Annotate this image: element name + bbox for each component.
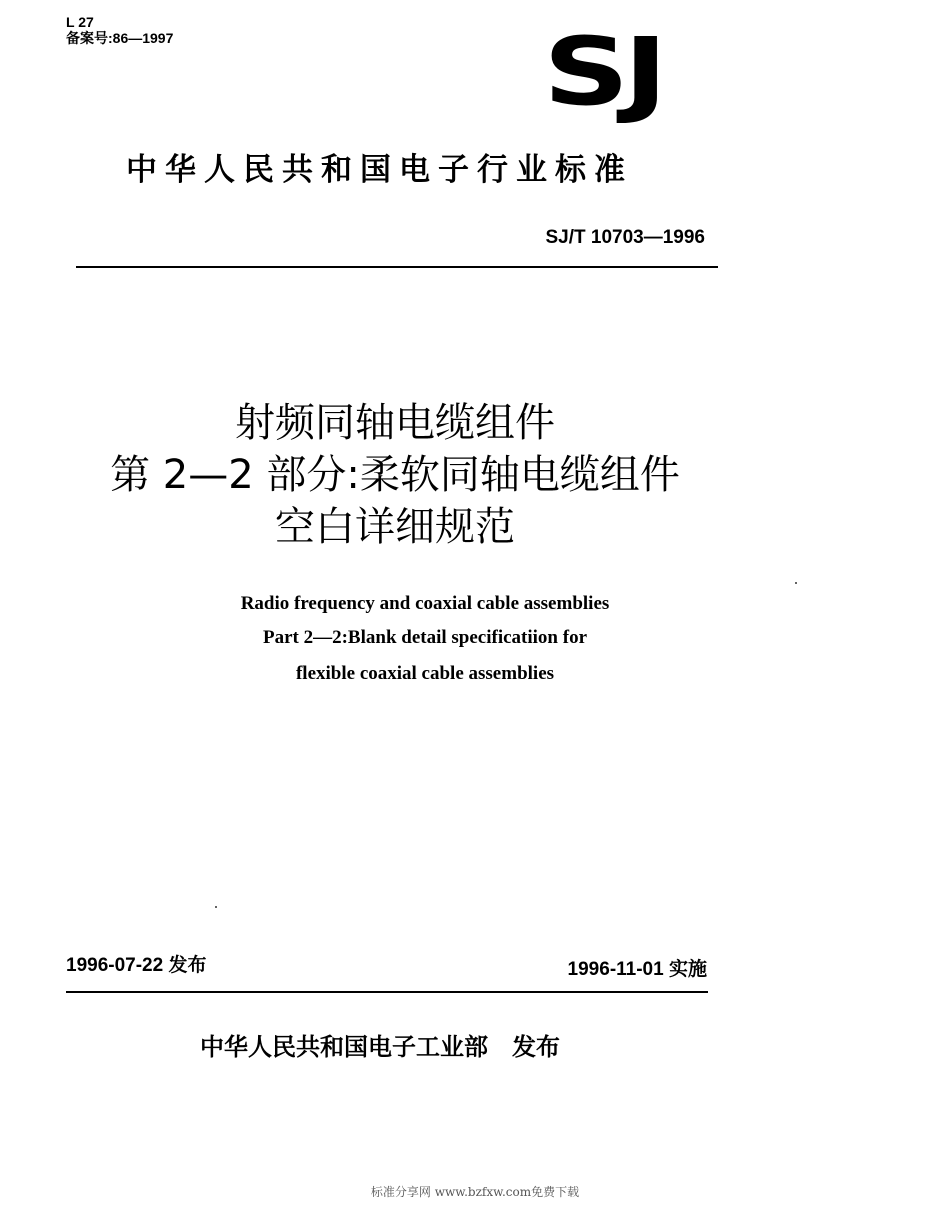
title-en-line3: flexible coaxial cable assemblies — [295, 663, 555, 684]
scan-speck — [215, 906, 217, 908]
header-divider — [76, 266, 718, 268]
publisher-name: 中华人民共和国电子工业部 — [200, 1033, 488, 1061]
footer-divider — [66, 991, 708, 993]
title-en-line1: Radio frequency and coaxial cable assemblies — [240, 593, 610, 614]
sj-logo: SJ — [543, 18, 663, 127]
effective-label: 实施 — [668, 958, 707, 980]
standard-number: SJ/T 10703—1996 — [545, 227, 705, 248]
filing-number: 备案号:86—1997 — [66, 30, 174, 46]
effective-date: 1996-11-01 — [567, 959, 664, 980]
issue-date: 1996-07-22 — [66, 955, 164, 976]
title-en-line2: Part 2—2:Blank detail specificatiion for — [262, 627, 588, 648]
effective-date-line — [568, 956, 707, 983]
scan-speck — [795, 582, 797, 584]
title-cn-line1: 射频同轴电缆组件 — [235, 400, 555, 446]
publisher-action: 发布 — [512, 1033, 560, 1061]
classification-code: L 27 — [66, 14, 94, 30]
publisher-line — [200, 1030, 560, 1064]
title-cn-line3: 空白详细规范 — [275, 504, 515, 550]
org-title: 中华人民共和国电子行业标准 — [126, 152, 633, 188]
issue-date-line — [66, 952, 207, 979]
title-cn-line2: 第 2—2 部分:柔软同轴电缆组件 — [110, 452, 680, 498]
issue-label: 发布 — [168, 954, 207, 976]
watermark-footer: 标准分享网 www.bzfxw.com免费下载 — [370, 1185, 580, 1199]
